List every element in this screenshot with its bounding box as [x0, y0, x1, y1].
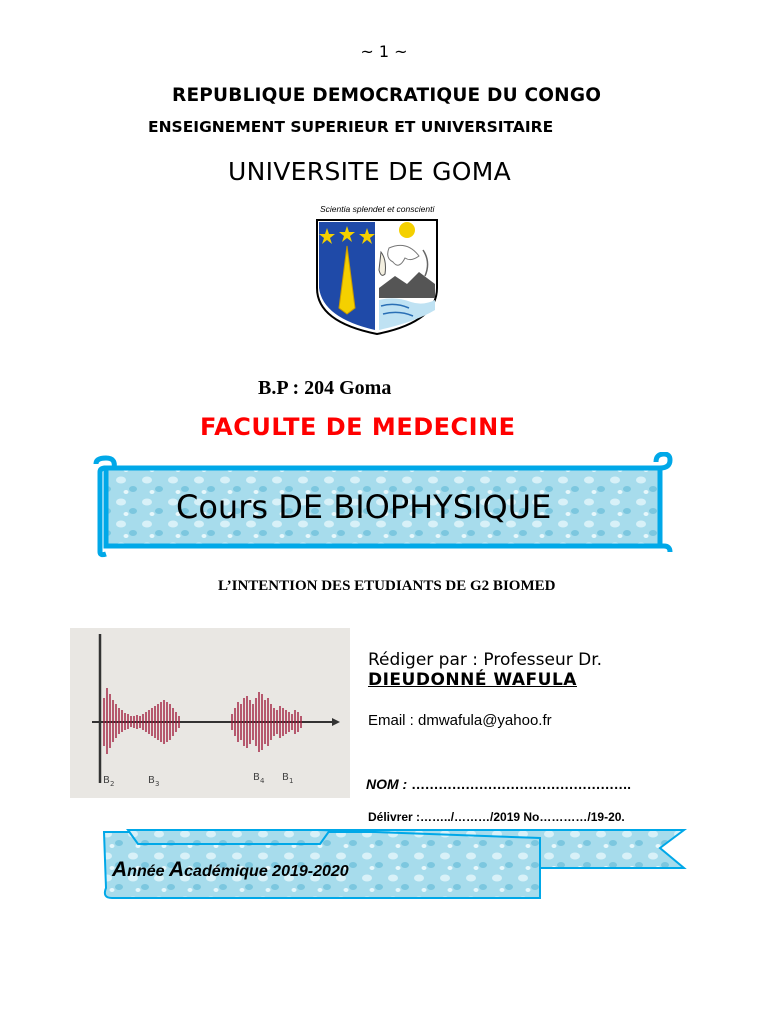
svg-text:1: 1: [289, 777, 294, 785]
signal-label-b2: B: [103, 775, 110, 786]
audience-line: L’INTENTION DES ETUDIANTS DE G2 BIOMED: [218, 578, 556, 594]
university-crest-icon: [315, 218, 439, 336]
university-motto: Scientia splendet et conscienti: [320, 204, 435, 214]
svg-text:3: 3: [155, 780, 160, 788]
signal-label-b4: B: [253, 772, 260, 783]
university-name: UNIVERSITE DE GOMA: [228, 157, 512, 186]
page-number: ~ 1 ~: [360, 42, 408, 61]
course-title: Cours DE BIOPHYSIQUE: [176, 488, 552, 526]
ministry-heading: ENSEIGNEMENT SUPERIEUR ET UNIVERSITAIRE: [148, 118, 554, 136]
svg-text:4: 4: [260, 777, 265, 785]
svg-text:2: 2: [110, 780, 115, 788]
signal-label-b3: B: [148, 775, 155, 786]
author-email: Email : dmwafula@yahoo.fr: [368, 712, 552, 729]
postal-address: B.P : 204 Goma: [258, 377, 392, 399]
author-name: DIEUDONNÉ WAFULA: [368, 670, 577, 690]
name-field: NOM : ………………………………………….: [366, 776, 631, 792]
faculty-title: FACULTE DE MEDECINE: [200, 413, 516, 441]
academic-year: Année Académique 2019-2020: [112, 858, 349, 881]
delivery-field: Délivrer :……../………/2019 No…………/19-20.: [368, 810, 625, 824]
signal-label-b1: B: [282, 772, 289, 783]
author-prefix: Rédiger par : Professeur Dr.: [368, 650, 603, 670]
country-heading: REPUBLIQUE DEMOCRATIQUE DU CONGO: [172, 85, 602, 106]
heart-sound-signal-image: [70, 628, 350, 798]
